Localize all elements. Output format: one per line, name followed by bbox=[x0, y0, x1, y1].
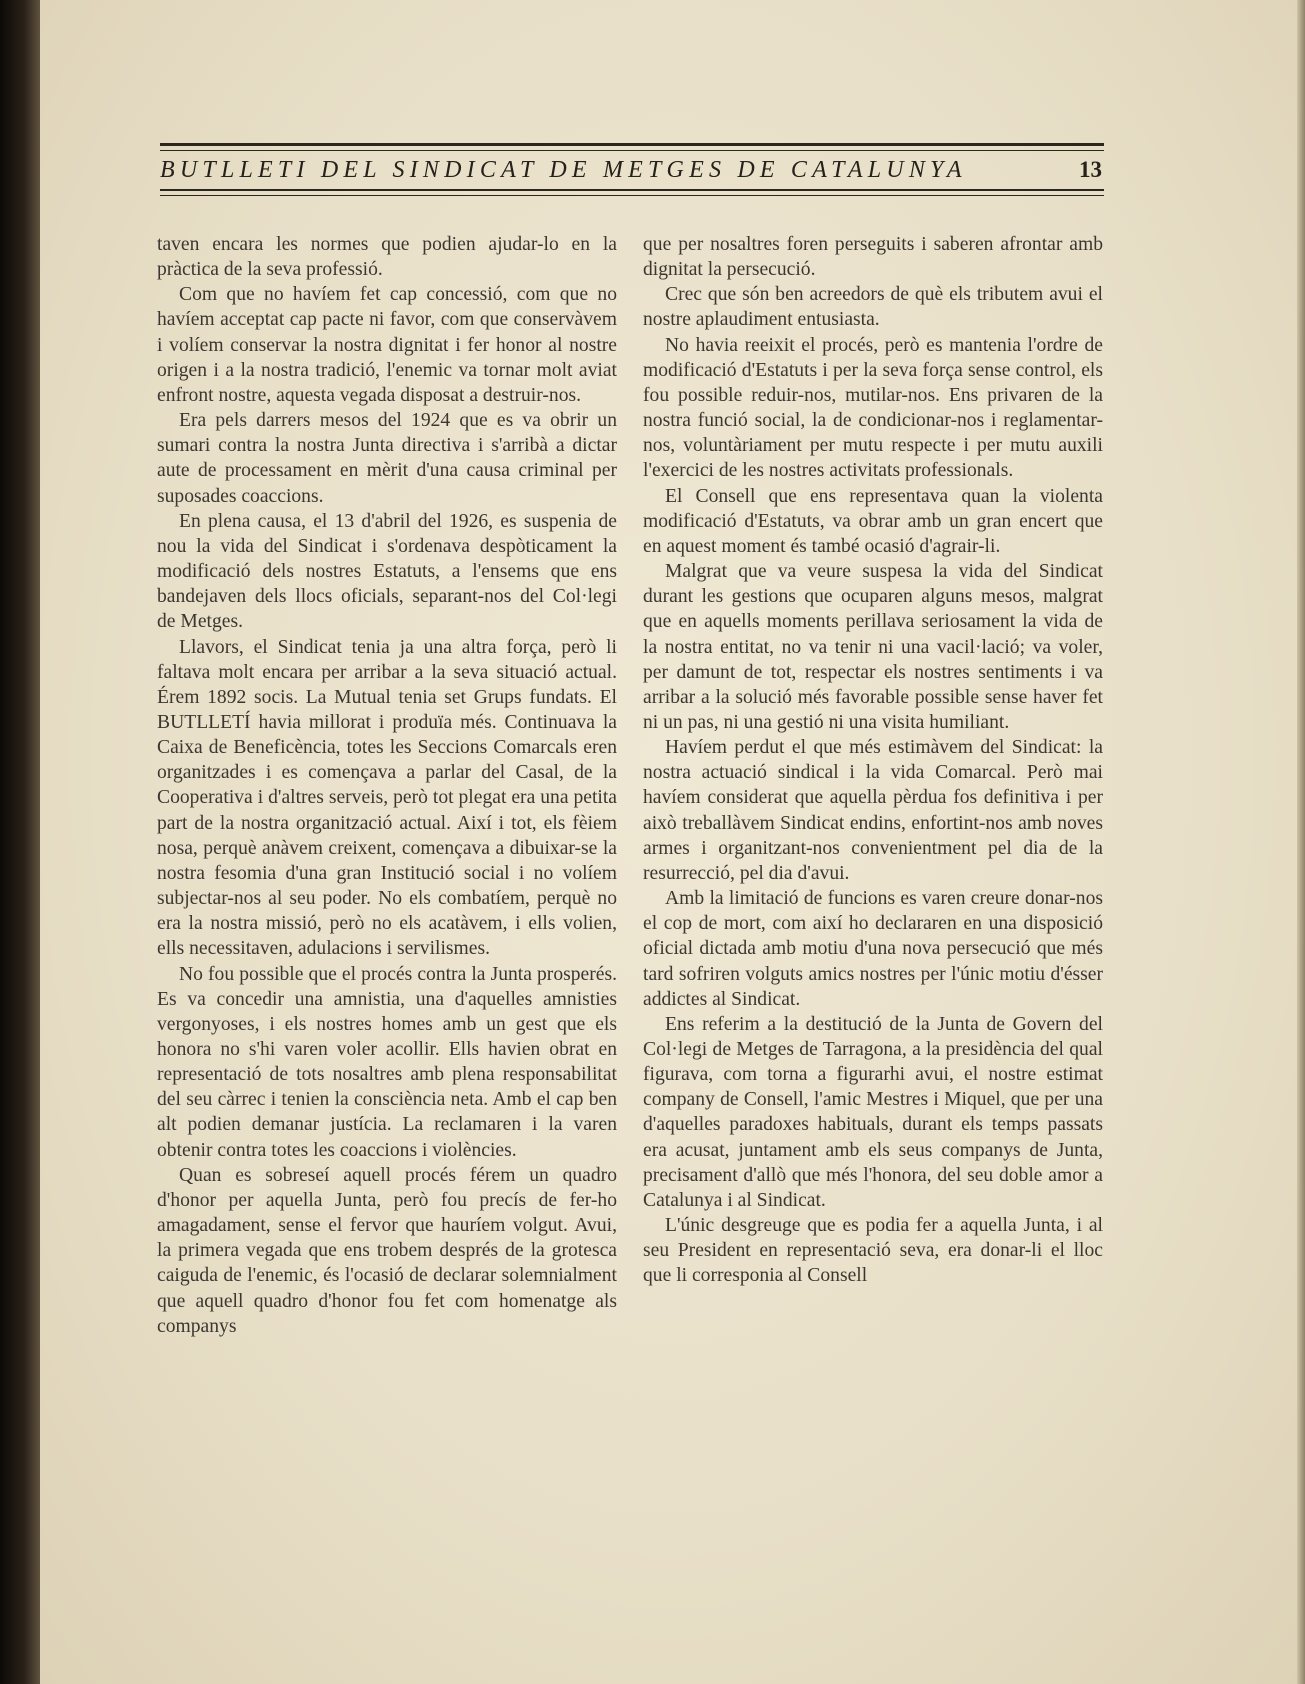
paragraph: Amb la limitació de funcions es varen creure donar-nos el cop de mort, com així ho declararen en una disposició oficial dictada amb motiu d'una nova persecució que més tard sofriren volguts amics nostres per l'únic motiu d'ésser addictes al Sindicat. bbox=[643, 888, 1103, 1010]
header-rule-bottom-thin bbox=[160, 195, 1104, 196]
header-rule-top-thin bbox=[160, 150, 1104, 151]
paragraph: El Consell que ens representava quan la violenta modificació d'Estatuts, va obrar amb un gran encert que en aquest moment és també ocasió d'agrair-li. bbox=[643, 485, 1103, 557]
book-gutter-shadow bbox=[0, 0, 44, 1684]
paragraph: taven encara les normes que podien ajudar-lo en la pràctica de la seva professió. bbox=[157, 234, 617, 281]
page-number: 13 bbox=[1079, 157, 1102, 182]
paragraph: Com que no havíem fet cap concessió, com que no havíem acceptat cap pacte ni favor, com que conservàvem i volíem conservar la nostra dignitat i fer honor al nostre origen i a la nostra tradició, l'enemic va tornar molt aviat enfront nostre, aquesta vegada disposat a destruir-nos. bbox=[157, 284, 617, 406]
paragraph: L'únic desgreuge que es podia fer a aquella Junta, i al seu President en representació seva, era donar-li el lloc que li corresponia al Consell bbox=[643, 1215, 1103, 1287]
paragraph: Era pels darrers mesos del 1924 que es va obrir un sumari contra la nostra Junta directiva i s'arribà a dictar aute de processament en mèrit d'una causa criminal per suposades coaccions. bbox=[157, 410, 617, 507]
paragraph: Quan es sobreseí aquell procés férem un quadro d'honor per aquella Junta, però fou precís de fer-ho amagadament, sense el fervor que hauríem volgut. Avui, la primera vegada que ens trobem després de la grotesca caiguda de l'enemic, és l'ocasió de declarar solemnialment que aquell quadro d'honor fou fet com homenatge als companys bbox=[157, 1164, 617, 1337]
paragraph: Ens referim a la destitució de la Junta de Govern del Col·legi de Metges de Tarragona, a la presidència del qual figurava, com torna a figurarhi avui, el nostre estimat company de Consell, l'amic Mestres i Miquel, que per una d'aquelles paradoxes habituals, durant els temps passats era acusat, juntament amb els seus companys de Junta, precisament d'allò que més l'honora, del seu doble amor a Catalunya i al Sindicat. bbox=[643, 1013, 1103, 1211]
running-head: BUTLLETI DEL SINDICAT DE METGES DE CATALUNYA bbox=[160, 156, 967, 183]
header-rule-bottom bbox=[160, 189, 1104, 191]
right-column bbox=[643, 232, 1103, 1289]
paragraph: No havia reeixit el procés, però es mantenia l'ordre de modificació d'Estatuts i per la seva força sense control, els fou possible reduir-nos, mutilar-nos. Ens privaren de la nostra funció social, la de condicionar-nos i reglamentar-nos, voluntàriament per mutu respecte i per mutu auxili l'exercici de les nostres activitats professionals. bbox=[643, 334, 1103, 482]
page-header bbox=[160, 155, 1104, 185]
left-column bbox=[157, 232, 617, 1339]
paragraph: que per nosaltres foren perseguits i saberen afrontar amb dignitat la persecució. bbox=[643, 234, 1103, 281]
paragraph: Havíem perdut el que més estimàvem del Sindicat: la nostra actuació sindical i la vida Comarcal. Però mai havíem considerat que aquella pèrdua fos definitiva i per això treballàvem Sindicat endins, enfortint-nos amb noves armes i organitzant-nos convenientment pel dia de la resurrecció, pel dia d'avui. bbox=[643, 737, 1103, 884]
paragraph: Malgrat que va veure suspesa la vida del Sindicat durant les gestions que ocuparen alguns mesos, malgrat que en aquells moments perillava seriosament la vida de la nostra entitat, no va tenir ni una vacil·lació; va voler, per damunt de tot, respectar els nostres sentiments i va arribar a la solució més favorable possible sense haver fet ni un pas, ni una gestió ni una visita humiliant. bbox=[643, 561, 1103, 733]
page-edge bbox=[1297, 0, 1305, 1684]
header-rule-top bbox=[160, 143, 1104, 146]
paragraph: Llavors, el Sindicat tenia ja una altra força, però li faltava molt encara per arribar a la seva situació actual. Érem 1892 socis. La Mutual tenia set Grups fundats. El BUTLLETÍ havia millorat i produïa més. Continuava la Caixa de Beneficència, totes les Seccions Comarcals eren organitzades i es començava a parlar del Casal, de la Cooperativa i d'altres serveis, però tot plegat era una petita part de la nostra organització actual. Així i tot, els fèiem nosa, perquè anàvem creixent, començava a dibuixar-se la nostra fesomia d'una gran Institució social i no volíem subjectar-nos al seu poder. No els combatíem, perquè no era la nostra missió, però no els acatàvem, i ells volien, ells necessitaven, adulacions i servilismes. bbox=[157, 636, 617, 960]
paragraph: En plena causa, el 13 d'abril del 1926, es suspenia de nou la vida del Sindicat i s'ordenava despòticament la modificació dels nostres Estatuts, a l'ensems que ens bandejaven dels llocs oficials, separant-nos del Col·legi de Metges. bbox=[157, 510, 617, 633]
paragraph: No fou possible que el procés contra la Junta prosperés. Es va concedir una amnistia, una d'aquelles amnisties vergonyoses, i els nostres homes amb un gest que els honora no s'hi varen voler acollir. Ells havien obrat en representació de tots nosaltres amb plena responsabilitat del seu càrrec i tenien la consciència neta. Amb el cap ben alt podien demanar justícia. La reclamaren i la varen obtenir contra totes les coaccions i violències. bbox=[157, 963, 617, 1161]
paragraph: Crec que són ben acreedors de què els tributem avui el nostre aplaudiment entusiasta. bbox=[643, 284, 1103, 331]
